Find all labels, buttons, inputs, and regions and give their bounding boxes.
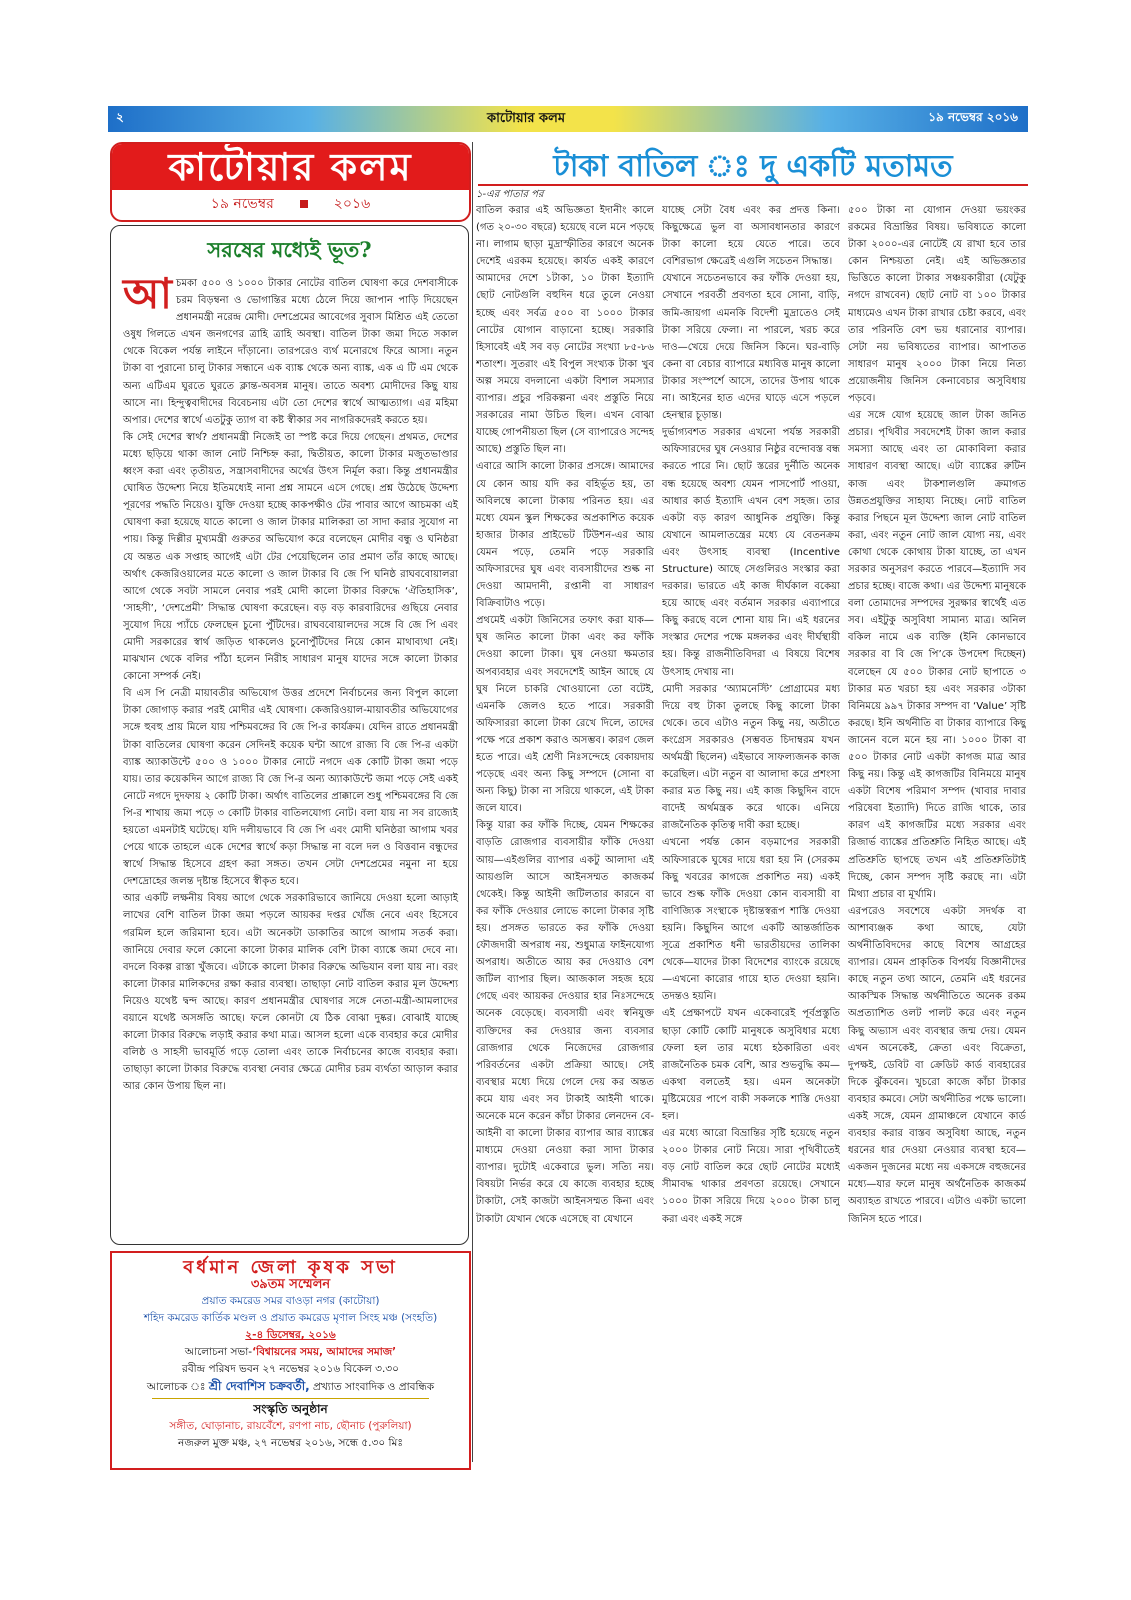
announcement-event: ৩৯তম সম্মেলন — [250, 1277, 331, 1292]
header-bar — [108, 106, 1028, 132]
page-number: ২ — [116, 110, 124, 124]
article-paragraph: এই প্রেক্ষাপটে যখন একেবারেই পূর্বপ্রস্তুতি ছাড়া কোটি কোটি মানুষকে অসুবিধার মধ্যে ফেলা হল তার মধ্যে হঠকারিতা এবং রাজনৈতিক চমক বেশি, আর শুভবুদ্ধি কম—একথা বলতেই হয়। এমন অনেকটা মুষ্টিমেয়ের পাপে বাকী সকলকে শাস্তি দেওয়া হল। — [662, 1008, 840, 1122]
article-column-2 — [662, 202, 840, 1462]
article-paragraph: এরপরেও সবশেষে একটা সদর্থক বা আশাব্যঞ্জক কথা আছে, যেটা অর্থনীতিবিদদের কাছে বিশেষ আগ্রহের ব্যাপার। যেমন প্রাকৃতিক বিপর্যয় বিজ্ঞানীদের কাছে নতুন তথ্য আনে, তেমনি এই ধরনের আকস্মিক সিদ্ধান্ত অর্থনীতিতে অনেক রকম অপ্রত্যাশিত ওলট পালট করে এবং নতুন কিছু অভ্যাস এবং ব্যবস্থার জন্ম দেয়। যেমন এখন অনেকেই, ক্রেতা এবং বিক্রেতা, দুপক্ষই, ডেবিট বা ক্রেডিট কার্ড ব্যবহারের দিকে ঝুঁকবেন। খুচরো কাজে কাঁচা টাকার ব্যবহার কমবে। সেটা অর্থনীতির পক্ষে ভালো। একই সঙ্গে, যেমন গ্রামাঞ্চলে যেখানে কার্ড ব্যবহার করার বাস্তব অসুবিধা আছে, নতুন ধরনের ধার দেওয়া নেওয়ার ব্যবস্থা হবে— একজন দুজনের মধ্যে নয় একসঙ্গে বহুজনের মধ্যে—যার ফলে মানুষ অর্থনৈতিক কাজকর্ম অব্যাহত রাখতে পারবে। এটাও একটা ভালো জিনিস হতে পারে। — [848, 905, 1026, 1225]
announcement-speaker: আলোচক ঃ শ্রী দেবাশিস চক্রবর্তী, প্রখ্যাত সাংবাদিক ও প্রাবন্ধিক — [146, 1379, 435, 1393]
announcement-talk: আলোচনা সভা-‘বিশ্বায়নের সময়, আমাদের সমাজ’ — [184, 1346, 397, 1358]
article-paragraph: বাতিল করার এই অভিজ্ঞতা ইদানীং কালে (গত ২০-৩০ বছরে) হয়েছে বলে মনে পড়ছে না। লাগাম ছাড়া মুদ্রাস্ফীতির কারণে অনেক দেশেই এরকম হয়েছে। কার্যত একই কারণে আমাদের দেশে ১টাকা, ১০ টাকা ইত্যাদি ছোট নোটগুলি বহুদিন ধরে তুলে নেওয়া হচ্ছে এবং সর্বত্র ৫০০ বা ১০০০ টাকার নোটের যোগান বাড়ানো হচ্ছে। সরকারি হিসাবেই এই সব বড় নোটের সংখ্যা ৮৫-৮৬ শতাংশ। সুতরাং এই বিপুল সংখ্যক টাকা খুব অল্প সময়ে বদলানো একটা বিশাল সমস্যার ব্যাপার। প্রচুর পরিকল্পনা এবং প্রস্তুতি নিয়ে সরকারের নামা উচিত ছিল। এখন বোঝা যাচ্ছে গোপনীয়তা ছিল (সে ব্যাপারেও সন্দেহ আছে) প্রস্তুতি ছিল না। — [476, 205, 654, 456]
announcement-culture-venue: নজরুল মুক্ত মঞ্চ, ২৭ নভেম্বর ২০১৬, সন্ধে ৫.৩০ মিঃ — [178, 1437, 403, 1449]
announcement-box — [110, 1251, 471, 1470]
title-underline — [478, 184, 1028, 186]
announcement-hall: শহিদ কমরেড কার্তিক মণ্ডল ও প্রয়াত কমরেড মৃণাল সিংহ মঞ্চ (সংহতি) — [143, 1312, 438, 1324]
article-paragraph: কিন্তু যারা কর ফাঁকি দিচ্ছে, যেমন শিক্ষকের বাড়তি রোজগার ব্যবসায়ীর ফাঁকি দেওয়া আয়—এইগুলির ব্যাপার একটু আলাদা এই আয়গুলি আসে আইনসম্মত কাজকর্ম থেকেই। কিন্তু আইনী জটিলতার কারনে বা কর ফাঁকি দেওয়ার লোভে কালো টাকার সৃষ্টি হয়। প্রসঙ্গত ভারতে কর ফাঁকি দেওয়া ফৌজদারী অপরাধ নয়, শুধুমাত্র ফাইনযোগ্য অপরাধ। অতীতে আয় কর দেওয়াও বেশ জটিল ব্যাপার ছিল। আজকাল সহজ হয়ে গেছে এবং আয়কর দেওয়ার হার নিঃসন্দেহে অনেক বেড়েছে। ব্যবসায়ী এবং স্বনিযুক্ত ব্যক্তিদের কর দেওয়ার জন্য ব্যবসার রোজগার থেকে নিজেদের রোজগার পরিবর্তনের একটা প্রক্রিয়া আছে। সেই ব্যবস্থার মধ্যে দিয়ে গেলে দেয় কর অন্তত কমে যায় এবং সব টাকাই আইনী থাকে। অনেকে মনে করেন কাঁচা টাকার লেনদেন বে-আইনী বা কালো টাকার ব্যাপার আর ব্যাঙ্কের মাধ্যমে দেওয়া নেওয়া করা সাদা টাকার ব্যাপার। দুটোই একেবারে ভুল। সত্যি নয়। বিষয়টা নির্ভর করে যে কাজে ব্যবহার হচ্ছে টাকাটা, সেই কাজটা আইনসম্মত কিনা এবং টাকাটা যেখান থেকে এসেছে বা যেখানে — [476, 820, 654, 1225]
drop-cap: আ — [123, 269, 172, 318]
editorial-paragraph: বি এস পি নেত্রী মায়াবতীর অভিযোগ উত্তর প্রদেশে নির্বাচনের জন্য বিপুল কালো টাকা জোগাড় করার পরই মোদীর এই ঘোষণা। কেজরিওয়াল-মায়াবতীর অভিযোগের সঙ্গে হুবহু প্রায় মিলে যায় পশ্চিমবঙ্গের বি জে পি-র কার্যক্রম। যেদিন রাতে প্রধানমন্ত্রী টাকা বাতিলের ঘোষণা করেন সেদিনই কয়েক ঘন্টা আগে রাজ্য বি জে পি-র একটা ব্যাঙ্ক অ্যাকাউন্টে ৫০০ ও ১০০০ টাকার নোটে নগদে এক কোটি টাকা জমা পড়ে যায়। তার কয়েকদিন আগে রাজ্য বি জে পি-র অন্য অ্যাকাউন্টে জমা পড়ে সেই একই নোটে নগদে দুদফায় ২ কোটি টাকা। অর্থাৎ বাতিলের প্রাক্কালে শুধু পশ্চিমবঙ্গের বি জে পি-র শাখায় জমা পড়ে ৩ কোটি টাকার বাতিলযোগ্য নোট। বলা যায় না সব রাজ্যেই হয়তো এমনটাই ঘটেছে। যদি দলীয়ভাবে বি জে পি এবং মোদী ঘনিষ্ঠরা আগাম খবর পেয়ে থাকে তাহলে একে দেশের স্বার্থে কড়া সিদ্ধান্ত না বলে দল ও বিত্তবান বন্ধুদের স্বার্থে সিদ্ধান্ত হিসেবে গ্রহণ করা সঙ্গত। তখন সেটা দেশপ্রেমের নমুনা না হয়ে দেশদ্রোহের জলন্ত দৃষ্টান্ত হিসেবে স্বীকৃত হবে। — [123, 688, 458, 888]
continued-note: ১-এর পাতার পর — [476, 189, 544, 200]
editorial-article — [110, 225, 469, 1245]
column-divider — [472, 142, 473, 1462]
article-paragraph: এবারে আসি কালো টাকার প্রসঙ্গে। আমাদের যে কোন আয় যদি কর বহির্ভূত হয়, তা অবিলম্বে কালো টাকায় পরিনত হয়। এর মধ্যে যেমন স্কুল শিক্ষকের অপ্রকাশিত কয়েক হাজার টাকার প্রাইভেট টিউশন-এর আয় যেমন পড়ে, তেমনি পড়ে সরকারি অফিসারদের ঘুষ এবং ব্যবসায়ীদের শুল্ক না দেওয়া আমদানী, রপ্তানী বা সাধারণ বিক্রিবাটাও পড়ে। — [476, 461, 654, 610]
masthead-year: ২০১৬ — [333, 196, 371, 212]
header-date: ১৯ নভেম্বর ২০১৬ — [928, 110, 1018, 124]
announcement-culture-title: সংস্কৃতি অনুষ্ঠান — [152, 1398, 429, 1418]
article-paragraph: দুর্ভাগ্যবশত সরকার এখনো পর্যন্ত সরকারী অফিসারদের ঘুষ নেওয়ার নিষ্ঠুর বন্দোবস্ত বন্ধ করতে পারে নি। ছোট স্তরের দুর্নীতি অনেক বন্ধ হয়েছে অবশ্য যেমন পাসপোর্ট পাওয়া, আধার কার্ড ইত্যাদি এখন বেশ সহজ। তার একটা বড় কারণ আধুনিক প্রযুক্তি। কিন্তু যেখানে আমলাতন্ত্রের মধ্যে যে বেতনক্রম এবং উৎসাহ ব্যবস্থা (Incentive Structure) আছে সেগুলিরও সংস্কার করা দরকার। ভারতে এই কাজ দীর্ঘকাল বকেয়া হয়ে আছে এবং বর্তমান সরকার এব্যাপারে কিছু করছে বলে শোনা যায় নি। এই ধরনের সংস্কার দেশের পক্ষে মঙ্গলকর এবং দীর্ঘস্থায়ী হয়। কিন্তু রাজনীতিবিদরা এ বিষয়ে বিশেষ উৎসাহ দেখায় না। — [662, 427, 840, 678]
masthead — [110, 142, 471, 222]
editorial-title: সরষের মধ্যেই ভূত? — [207, 237, 372, 262]
editorial-paragraph: আচমকা ৫০০ ও ১০০০ টাকার নোটের বাতিল ঘোষণা করে দেশবাসীকে চরম বিড়ম্বনা ও ভোগান্তির মধ্যে ঠেলে দিয়ে জাপান পাড়ি দিয়েছেন প্রধানমন্ত্রী নরেন্দ্র মোদী। দেশপ্রেমের আবেগের সুবাস মিশ্রিত এই তেতো ওষুধ গিলতে এখন জনগণের ত্রাহি ত্রাহি অবস্থা। বাতিল টাকা জমা দিতে সকাল থেকে বিকেল পর্যন্ত লাইনে দাঁড়ানো। তারপরেও ব্যর্থ মনোরথে ফিরে আসা। নতুন টাকা বা পুরানো চালু টাকার সন্ধানে এক ব্যাঙ্ক থেকে অন্য ব্যাঙ্ক, এক এ টি এম থেকে অন্য এটিএম ঘুরতে ঘুরতে ক্লান্ত-অবসন্ন মানুষ। তাতে অবশ্য মোদীদের কিছু যায় আসে না। হিন্দুত্ববাদীদের বিবেচনায় এটা তো দেশের স্বার্থে আত্মত্যাগ। এর মহিমা অপার। দেশের স্বার্থে এতটুকু ত্যাগ বা কষ্ট স্বীকার সব নাগরিকদেরই করতে হয়। — [123, 269, 458, 426]
announcement-talk-venue: রবীন্দ্র পরিষদ ভবন ২৭ নভেম্বর ২০১৬ বিকেল ৩.৩০ — [182, 1363, 399, 1375]
announcement-dates: ২-৪ ডিসেম্বর, ২০১৬ — [245, 1329, 336, 1341]
article-paragraph: এখনো পর্যন্ত কোন বড়মাপের সরকারী অফিসারকে ঘুষের দায়ে ধরা হয় নি (সেরকম কিছু খবরের কাগজে প্রকাশিত নয়) একই ভাবে শুল্ক ফাঁকি দেওয়া কোন ব্যবসায়ী বা বাণিজ্যিক সংস্থাকে দৃষ্টান্তস্বরূপ শাস্তি দেওয়া হয়নি। কিছুদিন আগে একটি আন্তর্জাতিক সূত্রে প্রকাশিত ধনী ভারতীয়দের তালিকা থেকে—যাদের টাকা বিদেশের ব্যাংকে রয়েছে—এখনো কারোর গায়ে হাত দেওয়া হয়নি। তদন্তও হয়নি। — [662, 837, 840, 1003]
article-paragraph: যেখানে সচেতনভাবে কর ফাঁকি দেওয়া হয়, সেখানে পরবর্তী প্রবণতা হবে সোনা, বাড়ি, জমি-জায়গা এমনকি বিদেশী মুদ্রাতেও সেই টাকা সরিয়ে ফেলা। না পারলে, খরচ করে দাও—খেয়ে দেয়ে জিনিস কিনে। ঘর-বাড়ি কেনা বা বেচার ব্যাপারে মধ্যবিত্ত মানুষ কালো টাকার সংস্পর্শে আসে, তাদের উপায় থাকে না। আইনের হাত এদের ঘাড়ে এসে পড়লে হেনস্থার চূড়ান্ত। — [662, 273, 840, 422]
article-paragraph: মোদী সরকার ‘অ্যামনেস্টি’ প্রোগ্রামের মধ্য দিয়ে বহু টাকা তুলছে কিছু কালো টাকা থেকে। তবে এটাও নতুন কিছু নয়, অতীতে কংগ্রেস সরকারও (সম্ভবত চিদাম্বরম যখন অর্থমন্ত্রী ছিলেন) এইভাবে সাফল্যজনক কাজ করেছিল। এটা নতুন বা আলাদা করে প্রশংসা করার মত কিছু নয়। এই কাজ কিছুদিন বাদে বাদেই অর্থমন্ত্রক করে থাকে। এনিয়ে রাজনৈতিক কৃতিত্ব দাবী করা হচ্ছে। — [662, 683, 840, 832]
masthead-date — [112, 190, 469, 218]
announcement-org: বর্ধমান জেলা কৃষক সভা — [183, 1257, 398, 1278]
article-paragraph: প্রথমেই একটা জিনিসের তফাৎ করা যাক— ঘুষ জনিত কালো টাকা এবং কর ফাঁকি দেওয়া কালো টাকা। ঘুষ নেওয়া ক্ষমতার অপব্যবহার এবং সবদেশেই আইন আছে যে ঘুষ নিলে চাকরি খোওয়ানো তো বটেই, এমনকি জেলও হতে পারে। সরকারী অফিসাররা কালো টাকা রেখে দিলে, তাদের পক্ষে পরে প্রকাশ করাও অসম্ভব। কারণ জেল হতে পারে। এই শ্রেণী নিঃসন্দেহে বেকায়দায় পড়েছে এবং অন্য কিছু সম্পদে (সোনা বা অন্য কিছু) টাকা না সরিয়ে থাকলে, এই টাকা জলে যাবে। — [476, 615, 654, 815]
masthead-title: কাটোয়ার কলম — [112, 144, 469, 190]
square-bullet-icon — [300, 200, 308, 208]
announcement-culture-items: সঙ্গীত, ঘোড়ানাচ, রায়বেঁশে, রণপা নাচ, ছৌনাচ (পুরুলিয়া) — [169, 1420, 412, 1432]
article-paragraph: এর মধ্যে আরো বিভ্রান্তির সৃষ্টি হয়েছে নতুন ২০০০ টাকার নোট নিয়ে। সারা পৃথিবীতেই বড় নোট বাতিল করে ছোট নোটের মধ্যেই সীমাবদ্ধ থাকার প্রবণতা রয়েছে। সেখানে ১০০০ টাকা সরিয়ে দিয়ে ২০০০ টাকা চালু করা এবং একই সঙ্গে — [662, 1128, 840, 1225]
article-column-1 — [476, 202, 654, 1462]
article-paragraph: ৫০০ টাকা না যোগান দেওয়া ভয়ংকর রকমের বিভ্রান্তির বিষয়। ভবিষ্যতে কালো টাকা ২০০০-এর নোটেই যে রাখা হবে তার কোন নিশ্চয়তা নেই। এই অভিজ্ঞতার ভিত্তিতে কালো টাকার সঞ্চয়কারীরা (যেটুকু নগদে রাখবেন) ছোট নোট বা ১০০ টাকার মাধ্যমেও এখন টাকা রাখার চেষ্টা করবে, এবং তার পরিনতি বেশ ভয় ধরানোর ব্যাপার। সেটা নয় ভবিষ্যতের ব্যাপার। আপাতত সাধারণ মানুষ ২০০০ টাকা নিয়ে নিত্য প্রয়োজনীয় জিনিস কেনাবেচার অসুবিধায় পড়বে। — [848, 205, 1026, 405]
main-article-title: টাকা বাতিল ঃ দু একটি মতামত — [553, 149, 953, 184]
header-newspaper-name: কাটোয়ার কলম — [487, 110, 566, 126]
editorial-paragraph: আর একটি লক্ষনীয় বিষয় আগে থেকে সরকারিভাবে জানিয়ে দেওয়া হলো আড়াই লাখের বেশি বাতিল টাকা জমা পড়লে আয়কর দপ্তর খোঁজ নেবে এবং হিসেবে গরমিল হলে জরিমানা হবে। এটা অনেকটা ডাকাতির আগে আগাম সতর্ক করা। জানিয়ে দেবার ফলে কোনো কালো টাকার মালিক বেশি টাকা ব্যাঙ্কে জমা দেবে না। বদলে বিকল্প রাস্তা খুঁজবে। এটাকে কালো টাকার বিরুদ্ধে অভিযান বলা যায় না। বরং কালো টাকার মালিকদের রক্ষা করার ব্যবস্থা। তাছাড়া নোট বাতিল করার মূল উদ্দেশ্য নিয়েও যথেষ্ট দ্বন্দ আছে। কারণ প্রধানমন্ত্রীর ঘোষণার সঙ্গে নেতা-মন্ত্রী-আমলাদের বয়ানে যথেষ্ট অসঙ্গতি আছে। ফলে কোনটা যে ঠিক বোঝা দুষ্কর। বোঝাই যাচ্ছে কালো টাকার বিরুদ্ধে লড়াই করার কথা মাত্র। আসল হলো একে ব্যবহার করে মোদীর বলিষ্ঠ ও সাহসী ভাবমূর্তি গড়ে তোলা এবং তাকে নির্বাচনের কাজে ব্যবহার করা। তাছাড়া কালো টাকার বিরুদ্ধে ব্যবস্থা নেবার ক্ষেত্রে মোদীর চরম ব্যর্থতা আড়াল করার আর কোন উপায় ছিল না। — [123, 893, 458, 1093]
editorial-paragraph: কি সেই দেশের স্বার্থ? প্রধানমন্ত্রী নিজেই তা স্পষ্ট করে দিয়ে গেছেন। প্রথমত, দেশের মধ্যে ছড়িয়ে থাকা জাল নোট নিশ্চিহ্ন করা, দ্বিতীয়ত, কালো টাকার মজুতভাণ্ডার ধ্বংস করা এবং তৃতীয়ত, সন্ত্রাসবাদীদের অর্থের উৎস নির্মূল করা। কিন্তু প্রধানমন্ত্রীর ঘোষিত উদ্দেশ্য নিয়ে ইতিমধ্যেই নানা প্রশ্ন সামনে এসে গেছে। প্রশ্ন উঠেছে উদ্দেশ্য পূরণের পদ্ধতি নিয়েও। যুক্তি দেওয়া হচ্ছে কাকপক্ষীও টের পাবার আগে আচমকা এই ঘোষণা করা হয়েছে যাতে কালো ও জাল টাকার মালিকরা তা সাদা করার সুযোগ না পায়। কিন্তু দিল্লীর মুখ্যমন্ত্রী গুরুতর অভিযোগ করে বলেছেন মোদীর বন্ধু ও ঘনিষ্ঠরা যে অন্তত এক সপ্তাহ আগেই এটা টের পেয়েছিলেন তার প্রমাণ তাঁর কাছে আছে। অর্থাৎ কেজরিওয়ালের মতে কালো ও জাল টাকার বি জে পি ঘনিষ্ঠ রাঘববোয়ালরা আগে থেকে সবটা সামলে নেবার পরই মোদী কালো টাকার বিরুদ্ধে ‘ঐতিহাসিক’, ‘সাহসী’, ‘দেশপ্রেমী’ সিদ্ধান্ত ঘোষণা করেছেন। বড় বড় কারবারিদের গুছিয়ে নেবার সুযোগ দিয়ে প্যাঁচে ফেলছেন চুনো পুঁটিদের। রাঘববোয়ালদের সঙ্গে বি জে পি এবং মোদী সরকারের স্বার্থ জড়িত থাকলেও চুনোপুঁটিদের নিয়ে কোন মাথাব্যথা নেই। মাঝখান থেকে বলির পাঁঠা হলেন নিরীহ সাধারণ মানুষ যাদের সঙ্গে কালো টাকার কোনো সম্পর্ক নেই। — [123, 431, 458, 683]
announcement-venue: প্রয়াত কমরেড সমর বাওড়া নগর (কাটোয়া) — [201, 1295, 380, 1307]
editorial-body — [111, 269, 468, 1096]
masthead-day: ১৯ নভেম্বর — [210, 196, 274, 212]
article-column-3 — [848, 202, 1026, 1462]
article-paragraph: যাচ্ছে সেটা বৈধ এবং কর প্রদত্ত কিনা। কিছুক্ষেত্রে ভুল বা অসাবধানতার কারণে টাকা কালো হয়ে যেতে পারে। তবে বেশিরভাগ ক্ষেত্রেই এগুলি সচেতন সিদ্ধান্ত। — [662, 205, 840, 268]
article-paragraph: এর সঙ্গে যোগ হয়েছে জাল টাকা জনিত প্রচার। পৃথিবীর সবদেশেই টাকা জাল করার সমস্যা আছে এবং তা মোকাবিলা করার সাধারণ ব্যবস্থা আছে। এটা ব্যাঙ্কের রুটিন কাজ এবং টাকশালগুলি ক্রমাগত উন্নতপ্রযুক্তির সাহায্য নিচ্ছে। নোট বাতিল করার পিছনে মূল উদ্দেশ্য জাল নোট বাতিল করা, এবং নতুন নোট জাল যোগ্য নয়, এবং কোথা থেকে কোথায় টাকা যাচ্ছে, তা এখন সরকার অনুসরণ করতে পারবে—ইত্যাদি সব প্রচার হচ্ছে। বাজে কথা। এর উদ্দেশ্য মানুষকে বলা তোমাদের সম্পদের সুরক্ষার স্বার্থেই এত সব। এইটুকু অসুবিধা সামান্য মাত্র। অনিল বকিল নামে এক ব্যক্তি (ইনি কোনভাবে সরকার বা বি জে পি’কে উপদেশ দিচ্ছেন) বলেছেন যে ৫০০ টাকার নোট ছাপাতে ৩ টাকার মত খরচা হয় এবং সরকার ৩টাকা বিনিময়ে ৯৯৭ টাকার সম্পদ বা ‘Value’ সৃষ্টি করছে। ইনি অর্থনীতি বা টাকার ব্যাপারে কিছু জানেন বলে মনে হয় না। ১০০০ টাকা বা ৫০০ টাকার নোট একটা কাগজ মাত্র আর কিছু নয়। কিন্তু এই কাগজটির বিনিময়ে মানুষ একটা বিশেষ পরিমাণ সম্পদ (খাবার দাবার পরিষেবা ইত্যাদি) দিতে রাজি থাকে, তার কারণ এই কাগজটির মধ্যে সরকার এবং রিজার্ভ ব্যাঙ্কের প্রতিশ্রুতি নিহিত আছে। এই প্রতিশ্রুতি ছাপছে তখন এই প্রতিশ্রুতিটাই দিচ্ছে, কোন সম্পদ সৃষ্টি করছে না। এটা মিথ্যা প্রচার বা মূর্খামি। — [848, 410, 1026, 900]
